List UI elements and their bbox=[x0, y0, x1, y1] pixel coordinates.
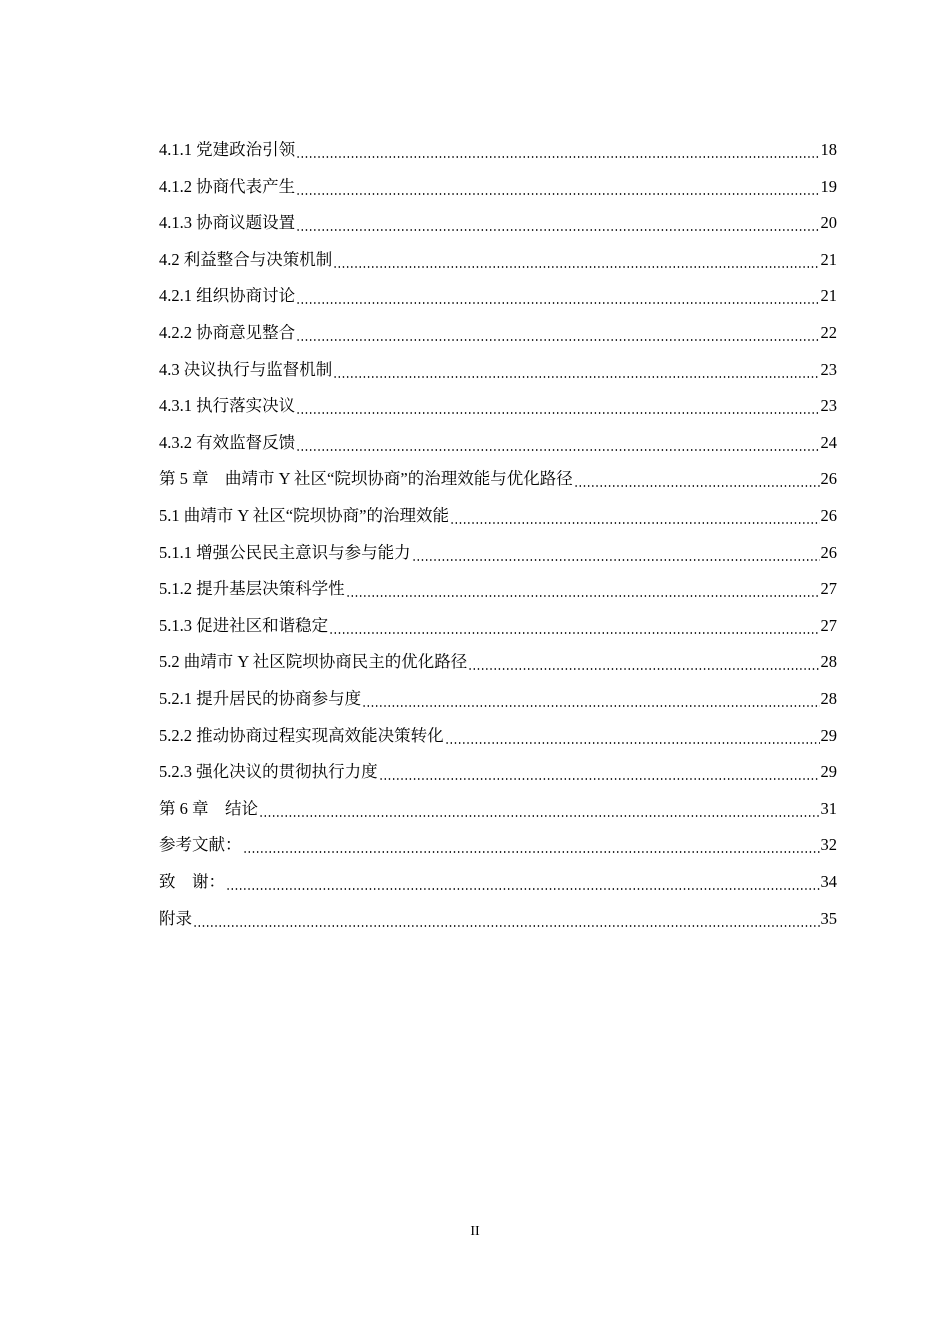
toc-dot-leader bbox=[193, 911, 820, 928]
toc-dot-leader bbox=[468, 654, 819, 671]
toc-entry[interactable] bbox=[159, 315, 837, 352]
toc-entry[interactable] bbox=[159, 461, 837, 498]
toc-entry-page: 29 bbox=[820, 762, 837, 782]
toc-entry-title: 4.2.1 组织协商讨论 bbox=[159, 286, 296, 306]
toc-entry[interactable] bbox=[159, 718, 837, 755]
toc-entry-page: 21 bbox=[820, 249, 837, 269]
toc-entry-page: 27 bbox=[820, 579, 837, 599]
toc-entry-title: 5.2.3 强化决议的贯彻执行力度 bbox=[159, 762, 378, 782]
toc-entry-page: 35 bbox=[820, 908, 837, 928]
toc-dot-leader bbox=[412, 545, 820, 562]
toc-dot-leader bbox=[450, 508, 820, 525]
toc-entry-page: 24 bbox=[820, 432, 837, 452]
toc-dot-leader bbox=[296, 142, 819, 159]
toc-entry-title: 5.2.2 推动协商过程实现高效能决策转化 bbox=[159, 725, 444, 745]
toc-entry-page: 23 bbox=[820, 396, 837, 416]
toc-entry-title: 致 谢： bbox=[159, 871, 225, 891]
toc-entry-title: 第 6 章 结论 bbox=[159, 798, 258, 818]
toc-entry[interactable] bbox=[159, 169, 837, 206]
toc-dot-leader bbox=[243, 837, 820, 854]
toc-entry-page: 21 bbox=[820, 286, 837, 306]
toc-entry-title: 4.3.2 有效监督反馈 bbox=[159, 432, 296, 452]
toc-entry-title: 4.1.3 协商议题设置 bbox=[159, 213, 296, 233]
toc-dot-leader bbox=[362, 691, 819, 708]
toc-entry-page: 23 bbox=[820, 359, 837, 379]
toc-entry-page: 27 bbox=[820, 615, 837, 635]
page-number: II bbox=[470, 1224, 480, 1239]
toc-dot-leader bbox=[346, 581, 820, 598]
toc-dot-leader bbox=[296, 435, 819, 452]
toc-dot-leader bbox=[226, 874, 820, 891]
toc-entry-title: 4.2 利益整合与决策机制 bbox=[159, 249, 333, 269]
toc-dot-leader bbox=[329, 618, 819, 635]
toc-dot-leader bbox=[296, 179, 819, 196]
toc-entry-page: 28 bbox=[820, 652, 837, 672]
toc-entry-title: 4.3.1 执行落实决议 bbox=[159, 396, 296, 416]
toc-entry-page: 26 bbox=[820, 542, 837, 562]
toc-entry[interactable] bbox=[159, 754, 837, 791]
toc-entry[interactable] bbox=[159, 681, 837, 718]
toc-entry[interactable] bbox=[159, 864, 837, 901]
toc-entry-page: 31 bbox=[820, 798, 837, 818]
toc-entry-page: 29 bbox=[820, 725, 837, 745]
toc-entry-title: 4.1.1 党建政治引领 bbox=[159, 140, 296, 160]
toc-entry-title: 5.2.1 提升居民的协商参与度 bbox=[159, 688, 362, 708]
toc-entry-title: 5.1 曲靖市 Y 社区“院坝协商”的治理效能 bbox=[159, 505, 449, 525]
toc-entry-page: 22 bbox=[820, 323, 837, 343]
toc-entry[interactable] bbox=[159, 205, 837, 242]
toc-dot-leader bbox=[259, 801, 820, 818]
toc-entry[interactable] bbox=[159, 425, 837, 462]
toc-entry[interactable] bbox=[159, 827, 837, 864]
toc-entry-title: 4.3 决议执行与监督机制 bbox=[159, 359, 333, 379]
toc-entry[interactable] bbox=[159, 278, 837, 315]
toc-entry-title: 5.1.2 提升基层决策科学性 bbox=[159, 579, 345, 599]
toc-entry-page: 26 bbox=[820, 505, 837, 525]
toc-entry-title: 5.1.1 增强公民民主意识与参与能力 bbox=[159, 542, 411, 562]
toc-entry[interactable] bbox=[159, 535, 837, 572]
toc-entry[interactable] bbox=[159, 644, 837, 681]
toc-entry-page: 18 bbox=[820, 140, 837, 160]
toc-entry-page: 19 bbox=[820, 176, 837, 196]
table-of-contents bbox=[159, 132, 837, 937]
toc-dot-leader bbox=[296, 325, 819, 342]
toc-entry-page: 34 bbox=[820, 871, 837, 891]
toc-entry-title: 第 5 章 曲靖市 Y 社区“院坝协商”的治理效能与优化路径 bbox=[159, 469, 573, 489]
toc-dot-leader bbox=[445, 728, 820, 745]
toc-entry[interactable] bbox=[159, 900, 837, 937]
toc-entry-title: 参考文献： bbox=[159, 835, 242, 855]
toc-entry-title: 附录 bbox=[159, 908, 192, 928]
toc-dot-leader bbox=[296, 288, 819, 305]
toc-dot-leader bbox=[333, 362, 819, 379]
toc-entry-title: 4.2.2 协商意见整合 bbox=[159, 323, 296, 343]
toc-entry-page: 20 bbox=[820, 213, 837, 233]
toc-entry[interactable] bbox=[159, 571, 837, 608]
toc-entry-title: 5.2 曲靖市 Y 社区院坝协商民主的优化路径 bbox=[159, 652, 468, 672]
toc-entry[interactable] bbox=[159, 132, 837, 169]
toc-entry-page: 28 bbox=[820, 688, 837, 708]
toc-entry-page: 32 bbox=[820, 835, 837, 855]
toc-dot-leader bbox=[574, 471, 820, 488]
toc-entry[interactable] bbox=[159, 498, 837, 535]
toc-entry[interactable] bbox=[159, 352, 837, 389]
toc-entry[interactable] bbox=[159, 242, 837, 279]
toc-entry[interactable] bbox=[159, 388, 837, 425]
toc-entry-title: 5.1.3 促进社区和谐稳定 bbox=[159, 615, 329, 635]
toc-entry-title: 4.1.2 协商代表产生 bbox=[159, 176, 296, 196]
toc-entry[interactable] bbox=[159, 608, 837, 645]
toc-entry[interactable] bbox=[159, 791, 837, 828]
toc-dot-leader bbox=[296, 398, 819, 415]
toc-dot-leader bbox=[379, 764, 820, 781]
toc-dot-leader bbox=[333, 252, 819, 269]
toc-entry-page: 26 bbox=[820, 469, 837, 489]
toc-dot-leader bbox=[296, 215, 819, 232]
